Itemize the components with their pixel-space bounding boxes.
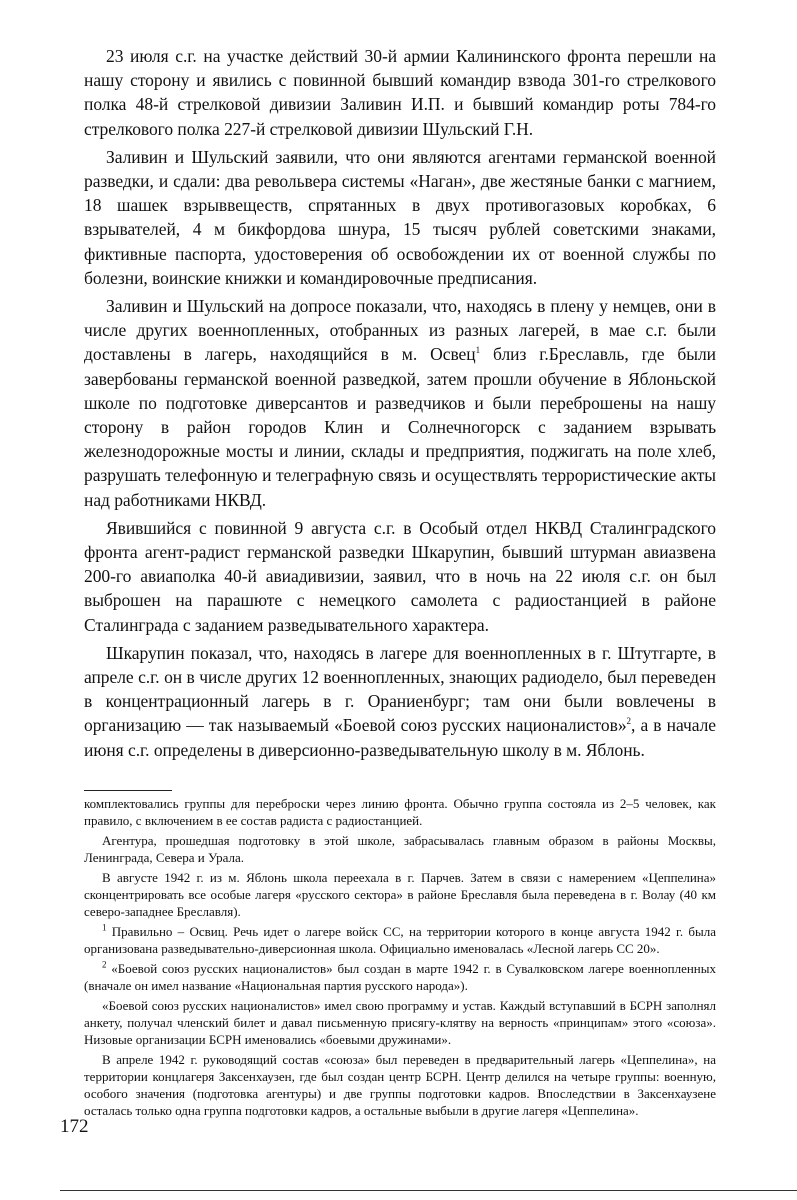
paragraph-1: 23 июля с.г. на участке действий 30-й армии Калининского фронта перешли на нашу сторону и явились с повинной бывший командир взвода 301-го стрелкового полка 48-й стрелковой дивизии Заливин И.П. и бывший командир роты 784-го стрелкового полка 227-й стрелковой дивизии Шульский Г.Н. [84, 46, 716, 139]
footnote-paragraph: В августе 1942 г. из м. Яблонь школа переехала в г. Парчев. Затем в связи с намерением «Цеппелина» сконцентрировать все особые лагеря «русского сектора» в районе Бреславля была переведена в г. Волау (40 км северо-западнее Бреславля). [84, 869, 716, 919]
footnote-2-text: «Боевой союз русских националистов» был создан в марте 1942 г. в Сувалковском лагере военнопленных (вначале он имел название «Национальная партия русского народа»). [84, 960, 716, 993]
footnote-mark-2: 2 [102, 959, 107, 970]
main-text [84, 44, 716, 762]
footnote-continuation: комплектовались группы для переброски через линию фронта. Обычно группа состояла из 2–5 человек, как правило, с включением в ее состав радиста с радиостанцией. [84, 795, 716, 828]
page-content [84, 44, 716, 1122]
footnote-mark-1: 1 [102, 922, 107, 933]
paragraph-2: Заливин и Шульский заявили, что они являются агентами германской военной разведки, и сдали: два револьвера системы «Наган», две жестяные банки с магнием, 18 шашек взрыввеществ, спрятанных в двух противогазовых коробках, 6 взрывателей, 4 м бикфордова шнура, 15 тысяч рублей советскими знаками, фиктивные паспорта, удостоверения об освобождении их от военной службы по болезни, воинские книжки и командировочные предписания. [84, 146, 716, 288]
footnote-separator [84, 790, 172, 791]
paragraph-5-text-a: Шкарупин показал, что, находясь в лагере для военнопленных в г. Штутгарте, в апреле с.г. он в числе других 12 военнопленных, знающих радиодело, был переведен в концентрационный лагерь в г. Ораниенбург; там они были вовлечены в организацию — так называемый «Боевой союз русских националистов» [84, 642, 716, 736]
footnote-1-text: Правильно – Освиц. Речь идет о лагере войск СС, на территории которого в конце августа 1942 г. была организована разведывательно-диверсионная школа. Официально именовалась «Лесной лагерь СС 20». [84, 923, 716, 956]
footnote-2 [84, 960, 716, 994]
paragraph-5 [84, 641, 716, 762]
paragraph-3-text-b: близ г.Бреславль, где были завербованы германской военной разведкой, затем прошли обучение в Яблоньской школе по подготовке диверсантов и разведчиков и были переброшены на нашу сторону в район городов Клин и Солнечногорск с заданием взрывать железнодорожные мосты и линии, склады и предприятия, поджигать на поле хлеб, разрушать телефонную и телеграфную связь и осуществлять террористические акты над работниками НКВД. [84, 344, 716, 510]
footnote-ref-1: 1 [475, 345, 481, 356]
paragraph-4: Явившийся с повинной 9 августа с.г. в Особый отдел НКВД Сталинградского фронта агент-радист германской разведки Шкарупин, бывший штурман авиазвена 200-го авиаполка 40-й авиадивизии, заявил, что в ночь на 22 июля с.г. он был выброшен на парашюте с немецкого самолета с радиостанцией в районе Сталинграда с заданием разведывательного характера. [84, 517, 716, 635]
footnote-paragraph: «Боевой союз русских националистов» имел свою программу и устав. Каждый вступавший в БСРН заполнял анкету, получал членский билет и давал письменную присягу-клятву на верность «принципам» этого «союза». Низовые организации БСРН именовались «боевыми дружинами». [84, 997, 716, 1047]
paragraph-3 [84, 294, 716, 512]
footnote-ref-2: 2 [626, 716, 631, 727]
page-number: 172 [60, 1116, 89, 1137]
footnote-paragraph: В апреле 1942 г. руководящий состав «союза» был переведен в предварительный лагерь «Цеппелина», на территории концлагеря Заксенхаузен, где был создан центр БСРН. Центр делился на четыре группы: военную, особого значения (подготовка агентуры) и две группы подготовки кадров. Впоследствии в Заксенхаузене осталась только одна группа подготовки кадров, а остальные выбыли в другие лагеря «Цеппелина». [84, 1051, 716, 1118]
paragraph-5-text-b: , а в начале июня с.г. определены в диверсионно-разведывательную школу в м. Яблонь. [84, 715, 716, 760]
paragraph-3-text-a: Заливин и Шульский на допросе показали, что, находясь в плену у немцев, они в числе других военнопленных, отобранных из разных лагерей, в мае с.г. были доставлены в лагерь, находящийся в м. Освец [84, 296, 716, 365]
footnotes [84, 795, 716, 1119]
footnote-paragraph: Агентура, прошедшая подготовку в этой школе, забрасывалась главным образом в районы Москвы, Ленинграда, Севера и Урала. [84, 832, 716, 865]
footnote-1 [84, 923, 716, 957]
bottom-border-line [60, 1190, 797, 1191]
